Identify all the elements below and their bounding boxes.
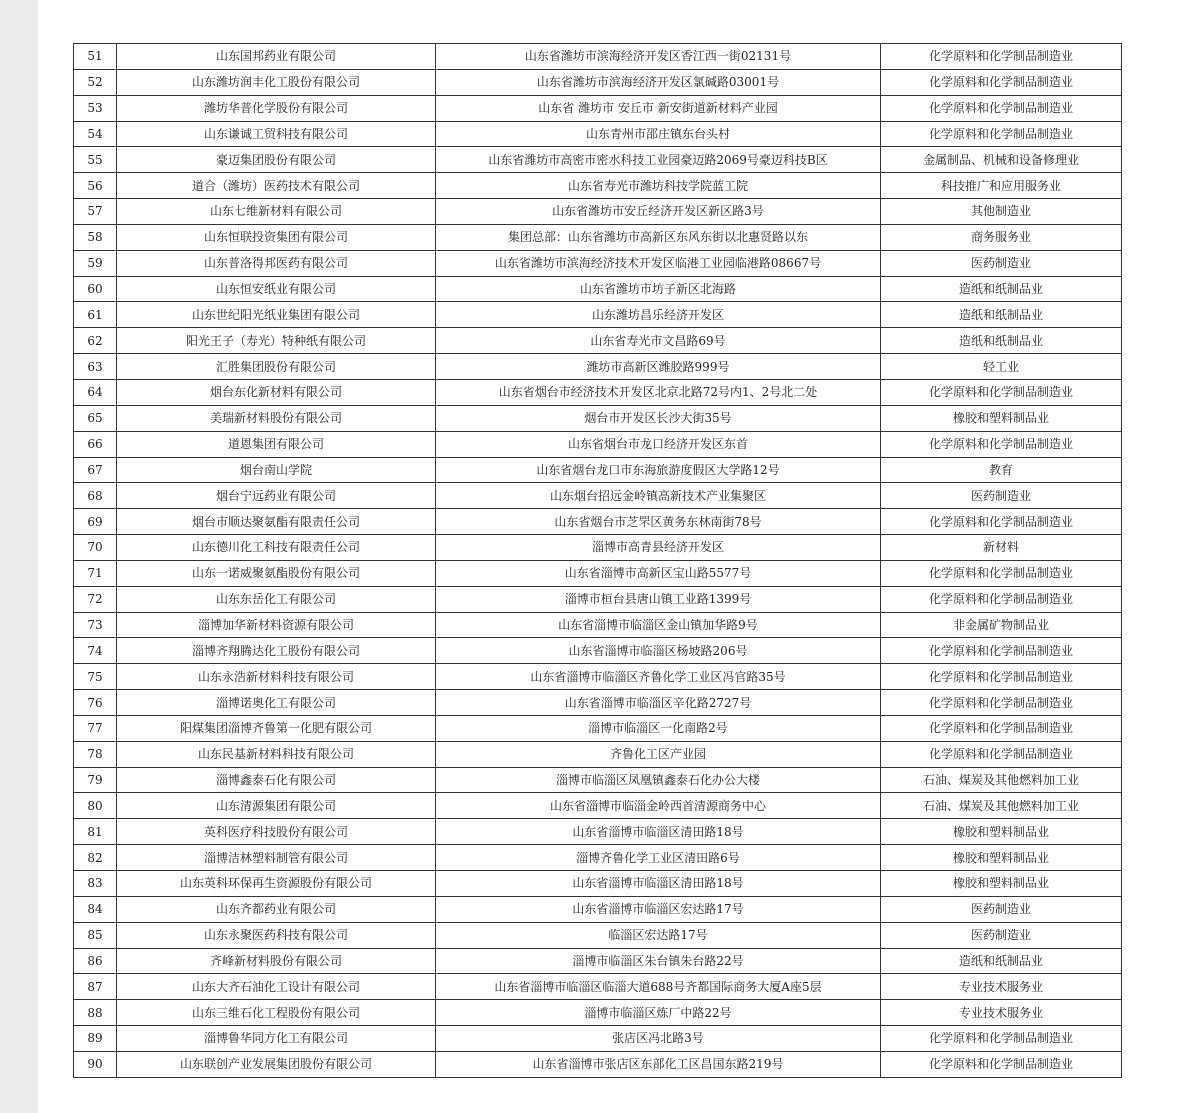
row-number-cell: 70: [74, 535, 117, 561]
address-cell: 山东省淄博市临淄区辛化路2727号: [436, 690, 881, 716]
address-cell: 山东省淄博市临淄区清田路18号: [436, 871, 881, 897]
company-name-cell: 淄博加华新材料资源有限公司: [117, 612, 436, 638]
row-number-cell: 71: [74, 560, 117, 586]
address-cell: 集团总部：山东省潍坊市高新区东风东街以北惠贤路以东: [436, 224, 881, 250]
row-number-cell: 57: [74, 199, 117, 225]
address-cell: 山东省淄博市高新区宝山路5577号: [436, 560, 881, 586]
company-name-cell: 山东谦诚工贸科技有限公司: [117, 121, 436, 147]
industry-cell: 非金属矿物制品业: [881, 612, 1122, 638]
row-number-cell: 84: [74, 896, 117, 922]
address-cell: 烟台市开发区长沙大街35号: [436, 405, 881, 431]
row-number-cell: 89: [74, 1026, 117, 1052]
table-row: [74, 224, 1122, 250]
company-name-cell: 淄博洁林塑料制管有限公司: [117, 845, 436, 871]
company-name-cell: 英科医疗科技股份有限公司: [117, 819, 436, 845]
table-row: [74, 974, 1122, 1000]
company-name-cell: 山东国邦药业有限公司: [117, 44, 436, 70]
row-number-cell: 54: [74, 121, 117, 147]
industry-cell: 石油、煤炭及其他燃料加工业: [881, 793, 1122, 819]
address-cell: 山东省淄博市临淄区金山镇加华路9号: [436, 612, 881, 638]
row-number-cell: 66: [74, 431, 117, 457]
address-cell: 山东烟台招远金岭镇高新技术产业集聚区: [436, 483, 881, 509]
address-cell: 淄博齐鲁化学工业区清田路6号: [436, 845, 881, 871]
industry-cell: 新材料: [881, 535, 1122, 561]
company-table: [73, 43, 1122, 1078]
address-cell: 山东省淄博市临淄金岭西首清源商务中心: [436, 793, 881, 819]
table-row: [74, 328, 1122, 354]
table-row: [74, 483, 1122, 509]
table-row: [74, 586, 1122, 612]
industry-cell: 橡胶和塑料制品业: [881, 845, 1122, 871]
industry-cell: 化学原料和化学制品制造业: [881, 560, 1122, 586]
industry-cell: 化学原料和化学制品制造业: [881, 69, 1122, 95]
table-row: [74, 457, 1122, 483]
address-cell: 山东省淄博市张店区东部化工区昌国东路219号: [436, 1051, 881, 1077]
address-cell: 淄博市临淄区朱台镇朱台路22号: [436, 948, 881, 974]
row-number-cell: 59: [74, 250, 117, 276]
industry-cell: 化学原料和化学制品制造业: [881, 431, 1122, 457]
row-number-cell: 68: [74, 483, 117, 509]
table-row: [74, 354, 1122, 380]
industry-cell: 橡胶和塑料制品业: [881, 405, 1122, 431]
address-cell: 山东省淄博市临淄区清田路18号: [436, 819, 881, 845]
industry-cell: 教育: [881, 457, 1122, 483]
company-name-cell: 豪迈集团股份有限公司: [117, 147, 436, 173]
table-row: [74, 871, 1122, 897]
industry-cell: 医药制造业: [881, 483, 1122, 509]
industry-cell: 医药制造业: [881, 922, 1122, 948]
address-cell: 潍坊市高新区潍胶路999号: [436, 354, 881, 380]
table-row: [74, 845, 1122, 871]
company-name-cell: 齐峰新材料股份有限公司: [117, 948, 436, 974]
address-cell: 山东省潍坊市坊子新区北海路: [436, 276, 881, 302]
row-number-cell: 88: [74, 1000, 117, 1026]
address-cell: 淄博市临淄区一化南路2号: [436, 715, 881, 741]
industry-cell: 轻工业: [881, 354, 1122, 380]
company-name-cell: 美瑞新材料股份有限公司: [117, 405, 436, 431]
industry-cell: 造纸和纸制品业: [881, 276, 1122, 302]
company-name-cell: 道合（潍坊）医药技术有限公司: [117, 173, 436, 199]
address-cell: 山东省寿光市文昌路69号: [436, 328, 881, 354]
company-name-cell: 山东民基新材料科技有限公司: [117, 741, 436, 767]
row-number-cell: 69: [74, 509, 117, 535]
table-row: [74, 664, 1122, 690]
table-row: [74, 793, 1122, 819]
row-number-cell: 90: [74, 1051, 117, 1077]
address-cell: 山东省潍坊市滨海经济技术开发区临港工业园临港路08667号: [436, 250, 881, 276]
industry-cell: 橡胶和塑料制品业: [881, 819, 1122, 845]
row-number-cell: 60: [74, 276, 117, 302]
row-number-cell: 73: [74, 612, 117, 638]
row-number-cell: 67: [74, 457, 117, 483]
table-row: [74, 896, 1122, 922]
company-name-cell: 山东恒联投资集团有限公司: [117, 224, 436, 250]
table-row: [74, 199, 1122, 225]
address-cell: 山东省烟台市经济技术开发区北京北路72号内1、2号北二处: [436, 379, 881, 405]
company-name-cell: 山东三维石化工程股份有限公司: [117, 1000, 436, 1026]
table-row: [74, 715, 1122, 741]
company-name-cell: 山东永聚医药科技有限公司: [117, 922, 436, 948]
row-number-cell: 65: [74, 405, 117, 431]
industry-cell: 医药制造业: [881, 896, 1122, 922]
row-number-cell: 75: [74, 664, 117, 690]
company-name-cell: 烟台市顺达聚氨酯有限责任公司: [117, 509, 436, 535]
industry-cell: 造纸和纸制品业: [881, 328, 1122, 354]
table-row: [74, 121, 1122, 147]
address-cell: 山东省淄博市临淄区宏达路17号: [436, 896, 881, 922]
table-row: [74, 1051, 1122, 1077]
table-row: [74, 44, 1122, 70]
industry-cell: 橡胶和塑料制品业: [881, 871, 1122, 897]
company-name-cell: 山东大齐石油化工设计有限公司: [117, 974, 436, 1000]
address-cell: 山东省潍坊市高密市密水科技工业园豪迈路2069号豪迈科技B区: [436, 147, 881, 173]
industry-cell: 专业技术服务业: [881, 1000, 1122, 1026]
row-number-cell: 85: [74, 922, 117, 948]
company-name-cell: 山东世纪阳光纸业集团有限公司: [117, 302, 436, 328]
industry-cell: 化学原料和化学制品制造业: [881, 379, 1122, 405]
address-cell: 山东省烟台市芝罘区黄务东林南街78号: [436, 509, 881, 535]
row-number-cell: 53: [74, 95, 117, 121]
table-row: [74, 819, 1122, 845]
table-row: [74, 948, 1122, 974]
row-number-cell: 81: [74, 819, 117, 845]
address-cell: 山东省淄博市临淄区齐鲁化学工业区冯官路35号: [436, 664, 881, 690]
company-name-cell: 山东恒安纸业有限公司: [117, 276, 436, 302]
row-number-cell: 55: [74, 147, 117, 173]
industry-cell: 其他制造业: [881, 199, 1122, 225]
table-row: [74, 173, 1122, 199]
row-number-cell: 76: [74, 690, 117, 716]
table-row: [74, 431, 1122, 457]
company-name-cell: 淄博齐翔腾达化工股份有限公司: [117, 638, 436, 664]
industry-cell: 石油、煤炭及其他燃料加工业: [881, 767, 1122, 793]
address-cell: 山东省淄博市临淄区临淄大道688号齐都国际商务大厦A座5层: [436, 974, 881, 1000]
row-number-cell: 80: [74, 793, 117, 819]
company-name-cell: 阳煤集团淄博齐鲁第一化肥有限公司: [117, 715, 436, 741]
industry-cell: 金属制品、机械和设备修理业: [881, 147, 1122, 173]
table-row: [74, 767, 1122, 793]
address-cell: 淄博市高青县经济开发区: [436, 535, 881, 561]
address-cell: 山东省 潍坊市 安丘市 新安街道新材料产业园: [436, 95, 881, 121]
table-row: [74, 95, 1122, 121]
industry-cell: 化学原料和化学制品制造业: [881, 44, 1122, 70]
industry-cell: 商务服务业: [881, 224, 1122, 250]
table-row: [74, 560, 1122, 586]
company-name-cell: 山东德川化工科技有限责任公司: [117, 535, 436, 561]
row-number-cell: 63: [74, 354, 117, 380]
address-cell: 山东省烟台市龙口经济开发区东首: [436, 431, 881, 457]
row-number-cell: 72: [74, 586, 117, 612]
address-cell: 山东青州市邵庄镇东台头村: [436, 121, 881, 147]
table-row: [74, 509, 1122, 535]
industry-cell: 化学原料和化学制品制造业: [881, 664, 1122, 690]
row-number-cell: 86: [74, 948, 117, 974]
table-row: [74, 638, 1122, 664]
industry-cell: 化学原料和化学制品制造业: [881, 638, 1122, 664]
company-name-cell: 山东英科环保再生资源股份有限公司: [117, 871, 436, 897]
row-number-cell: 52: [74, 69, 117, 95]
row-number-cell: 51: [74, 44, 117, 70]
company-name-cell: 淄博诺奥化工有限公司: [117, 690, 436, 716]
company-name-cell: 山东清源集团有限公司: [117, 793, 436, 819]
address-cell: 淄博市临淄区凤凰镇鑫泰石化办公大楼: [436, 767, 881, 793]
row-number-cell: 56: [74, 173, 117, 199]
address-cell: 山东省烟台龙口市东海旅游度假区大学路12号: [436, 457, 881, 483]
row-number-cell: 58: [74, 224, 117, 250]
table-row: [74, 147, 1122, 173]
address-cell: 山东省潍坊市滨海经济开发区氯碱路03001号: [436, 69, 881, 95]
industry-cell: 化学原料和化学制品制造业: [881, 1026, 1122, 1052]
company-name-cell: 汇胜集团股份有限公司: [117, 354, 436, 380]
table-row: [74, 250, 1122, 276]
company-name-cell: 山东潍坊润丰化工股份有限公司: [117, 69, 436, 95]
industry-cell: 化学原料和化学制品制造业: [881, 1051, 1122, 1077]
table-row: [74, 405, 1122, 431]
industry-cell: 造纸和纸制品业: [881, 948, 1122, 974]
table-row: [74, 741, 1122, 767]
address-cell: 山东省淄博市临淄区杨坡路206号: [436, 638, 881, 664]
company-name-cell: 山东永浩新材料科技有限公司: [117, 664, 436, 690]
row-number-cell: 79: [74, 767, 117, 793]
table-row: [74, 922, 1122, 948]
industry-cell: 专业技术服务业: [881, 974, 1122, 1000]
table-body: [74, 44, 1122, 1078]
industry-cell: 化学原料和化学制品制造业: [881, 95, 1122, 121]
table-row: [74, 1026, 1122, 1052]
row-number-cell: 62: [74, 328, 117, 354]
industry-cell: 造纸和纸制品业: [881, 302, 1122, 328]
industry-cell: 化学原料和化学制品制造业: [881, 586, 1122, 612]
company-name-cell: 山东普洛得邦医药有限公司: [117, 250, 436, 276]
company-name-cell: 山东七维新材料有限公司: [117, 199, 436, 225]
industry-cell: 化学原料和化学制品制造业: [881, 121, 1122, 147]
table-row: [74, 535, 1122, 561]
row-number-cell: 74: [74, 638, 117, 664]
address-cell: 山东省寿光市潍坊科技学院蓝工院: [436, 173, 881, 199]
company-name-cell: 山东东岳化工有限公司: [117, 586, 436, 612]
row-number-cell: 82: [74, 845, 117, 871]
table-row: [74, 276, 1122, 302]
company-name-cell: 潍坊华普化学股份有限公司: [117, 95, 436, 121]
row-number-cell: 87: [74, 974, 117, 1000]
row-number-cell: 77: [74, 715, 117, 741]
row-number-cell: 64: [74, 379, 117, 405]
table-row: [74, 379, 1122, 405]
address-cell: 张店区冯北路3号: [436, 1026, 881, 1052]
company-name-cell: 烟台南山学院: [117, 457, 436, 483]
company-name-cell: 山东齐都药业有限公司: [117, 896, 436, 922]
table-row: [74, 612, 1122, 638]
industry-cell: 化学原料和化学制品制造业: [881, 509, 1122, 535]
row-number-cell: 78: [74, 741, 117, 767]
address-cell: 齐鲁化工区产业园: [436, 741, 881, 767]
address-cell: 临淄区宏达路17号: [436, 922, 881, 948]
company-name-cell: 烟台东化新材料有限公司: [117, 379, 436, 405]
table-row: [74, 690, 1122, 716]
row-number-cell: 83: [74, 871, 117, 897]
address-cell: 山东省潍坊市安丘经济开发区新区路3号: [436, 199, 881, 225]
address-cell: 山东省潍坊市滨海经济开发区香江西一街02131号: [436, 44, 881, 70]
company-name-cell: 山东联创产业发展集团股份有限公司: [117, 1051, 436, 1077]
industry-cell: 化学原料和化学制品制造业: [881, 715, 1122, 741]
table-row: [74, 302, 1122, 328]
company-name-cell: 道恩集团有限公司: [117, 431, 436, 457]
industry-cell: 科技推广和应用服务业: [881, 173, 1122, 199]
row-number-cell: 61: [74, 302, 117, 328]
company-name-cell: 阳光王子（寿光）特种纸有限公司: [117, 328, 436, 354]
company-name-cell: 淄博鑫泰石化有限公司: [117, 767, 436, 793]
industry-cell: 医药制造业: [881, 250, 1122, 276]
company-name-cell: 烟台宁远药业有限公司: [117, 483, 436, 509]
table-row: [74, 69, 1122, 95]
document-page: [38, 0, 1200, 1113]
table-row: [74, 1000, 1122, 1026]
company-name-cell: 淄博鲁华同方化工有限公司: [117, 1026, 436, 1052]
industry-cell: 化学原料和化学制品制造业: [881, 690, 1122, 716]
company-name-cell: 山东一诺威聚氨酯股份有限公司: [117, 560, 436, 586]
address-cell: 淄博市临淄区炼厂中路22号: [436, 1000, 881, 1026]
address-cell: 山东潍坊昌乐经济开发区: [436, 302, 881, 328]
address-cell: 淄博市桓台县唐山镇工业路1399号: [436, 586, 881, 612]
industry-cell: 化学原料和化学制品制造业: [881, 741, 1122, 767]
